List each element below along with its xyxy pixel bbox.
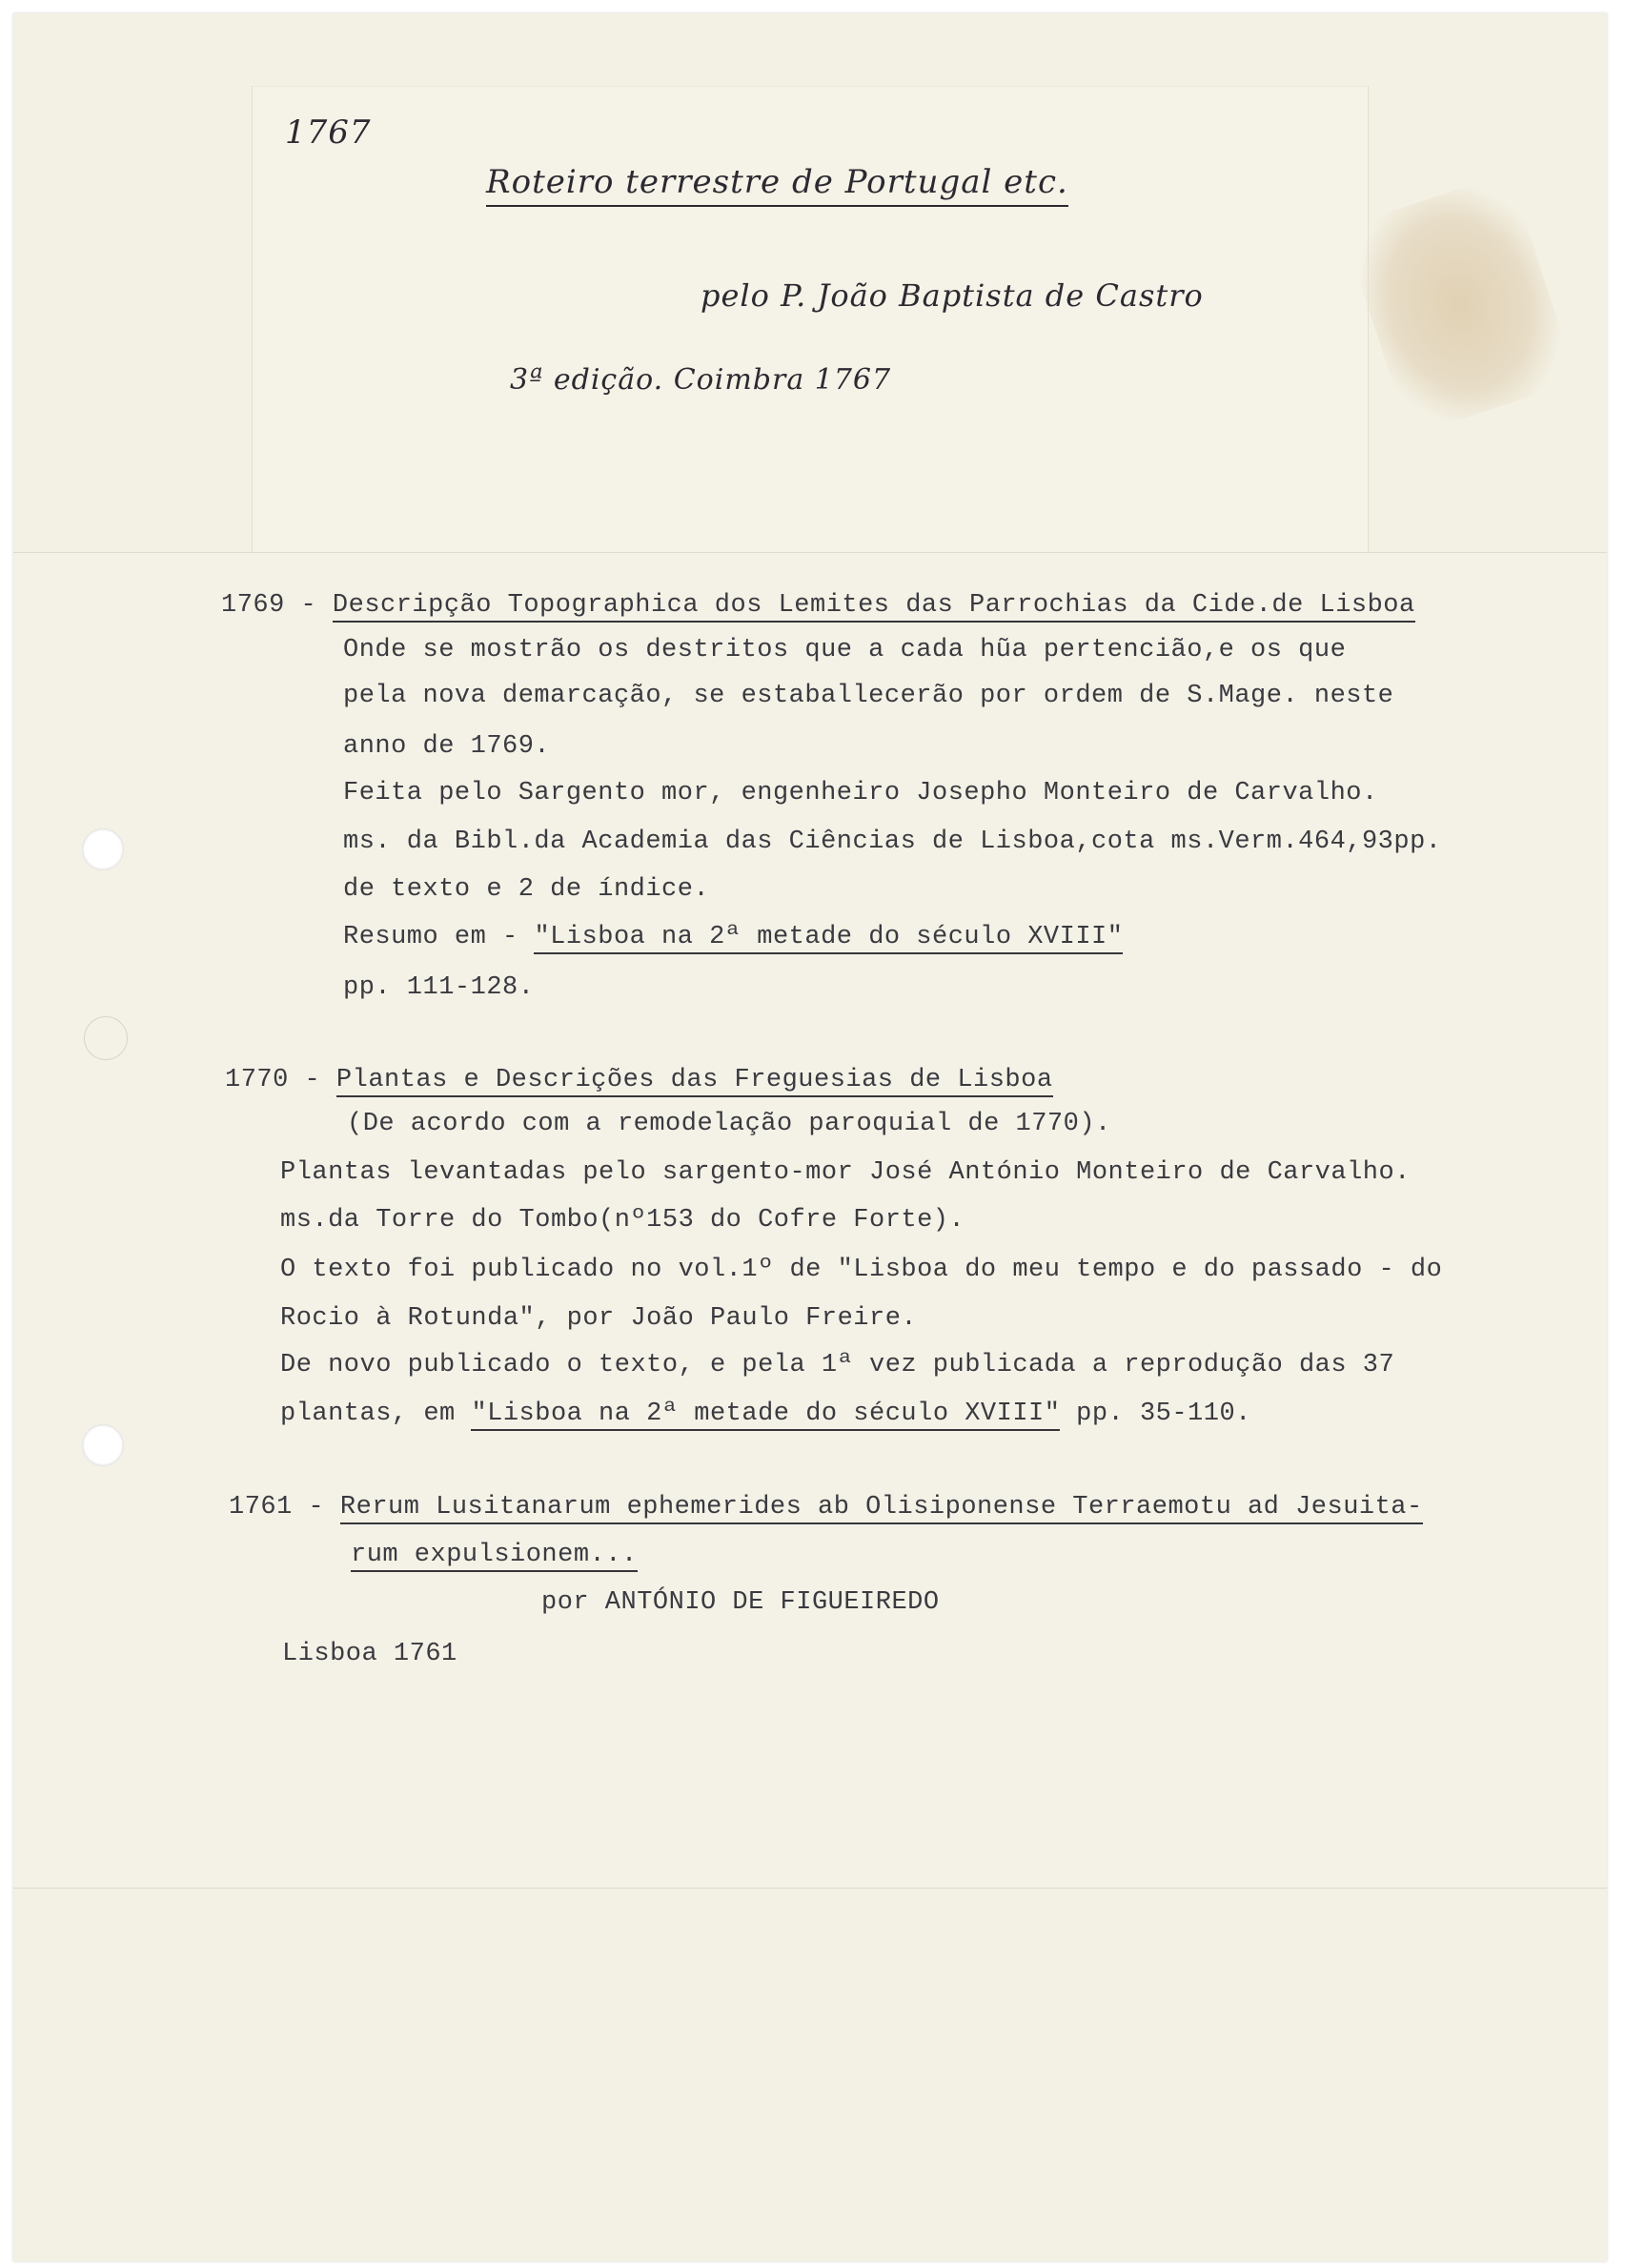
punch-hole-faint [84, 1016, 128, 1060]
entry-1769-heading: 1769 - Descripção Topographica dos Lemites das Parrochias da Cide.de Lisboa [221, 593, 1415, 619]
entry-1770-line: O texto foi publicado no vol.1º de "Lisboa do meu tempo e do passado - do [280, 1256, 1443, 1284]
punch-hole [82, 1424, 124, 1466]
entry-1770-publication: plantas, em "Lisboa na 2ª metade do século XVIII" pp. 35-110. [280, 1401, 1251, 1427]
entry-1761-heading: 1761 - Rerum Lusitanarum ephemerides ab Olisiponense Terraemotu ad Jesuita- [229, 1495, 1423, 1521]
punch-hole [82, 828, 124, 870]
entry-1770-line: ms.da Torre do Tombo(nº153 do Cofre Forte). [280, 1206, 965, 1235]
entry-1769-line: Feita pelo Sargento mor, engenheiro Josepho Monteiro de Carvalho. [343, 779, 1378, 807]
entry-1770-line: Plantas levantadas pelo sargento-mor José António Monteiro de Carvalho. [280, 1158, 1411, 1187]
handwritten-year: 1767 [285, 113, 372, 152]
entry-1769-line: Onde se mostrão os destritos que a cada hũa pertencião,e os que [343, 636, 1347, 664]
entry-1761-place: Lisboa 1761 [282, 1640, 457, 1668]
paper-sheet [13, 13, 1607, 2261]
entry-1761-author: por ANTÓNIO DE FIGUEIREDO [541, 1588, 940, 1617]
handwritten-author: pelo P. João Baptista de Castro [701, 277, 1204, 314]
entry-1769-line: anno de 1769. [343, 732, 551, 761]
paper-stain [1342, 173, 1577, 436]
entry-1769-line: de texto e 2 de índice. [343, 875, 710, 904]
entry-1769-line: pp. 111-128. [343, 973, 535, 1002]
handwritten-title: Roteiro terrestre de Portugal etc. [486, 163, 1068, 207]
entry-1770-line: De novo publicado o texto, e pela 1ª vez publicada a reprodução das 37 [280, 1351, 1395, 1379]
entry-1770-heading: 1770 - Plantas e Descrições das Freguesias de Lisboa [225, 1068, 1053, 1093]
entry-1761-heading-cont: rum expulsionem... [351, 1543, 638, 1568]
entry-1770-line: Rocio à Rotunda", por João Paulo Freire. [280, 1304, 918, 1333]
entry-1769-summary: Resumo em - "Lisboa na 2ª metade do século XVIII" [343, 925, 1123, 950]
entry-1769-line: pela nova demarcação, se estaballecerão por ordem de S.Mage. neste [343, 682, 1394, 710]
entry-1770-line: (De acordo com a remodelação paroquial de 1770). [347, 1110, 1111, 1138]
entry-1769-line: ms. da Bibl.da Academia das Ciências de Lisboa,cota ms.Verm.464,93pp. [343, 828, 1442, 856]
handwritten-slip [252, 86, 1369, 554]
handwritten-edition: 3ª edição. Coimbra 1767 [510, 363, 892, 397]
